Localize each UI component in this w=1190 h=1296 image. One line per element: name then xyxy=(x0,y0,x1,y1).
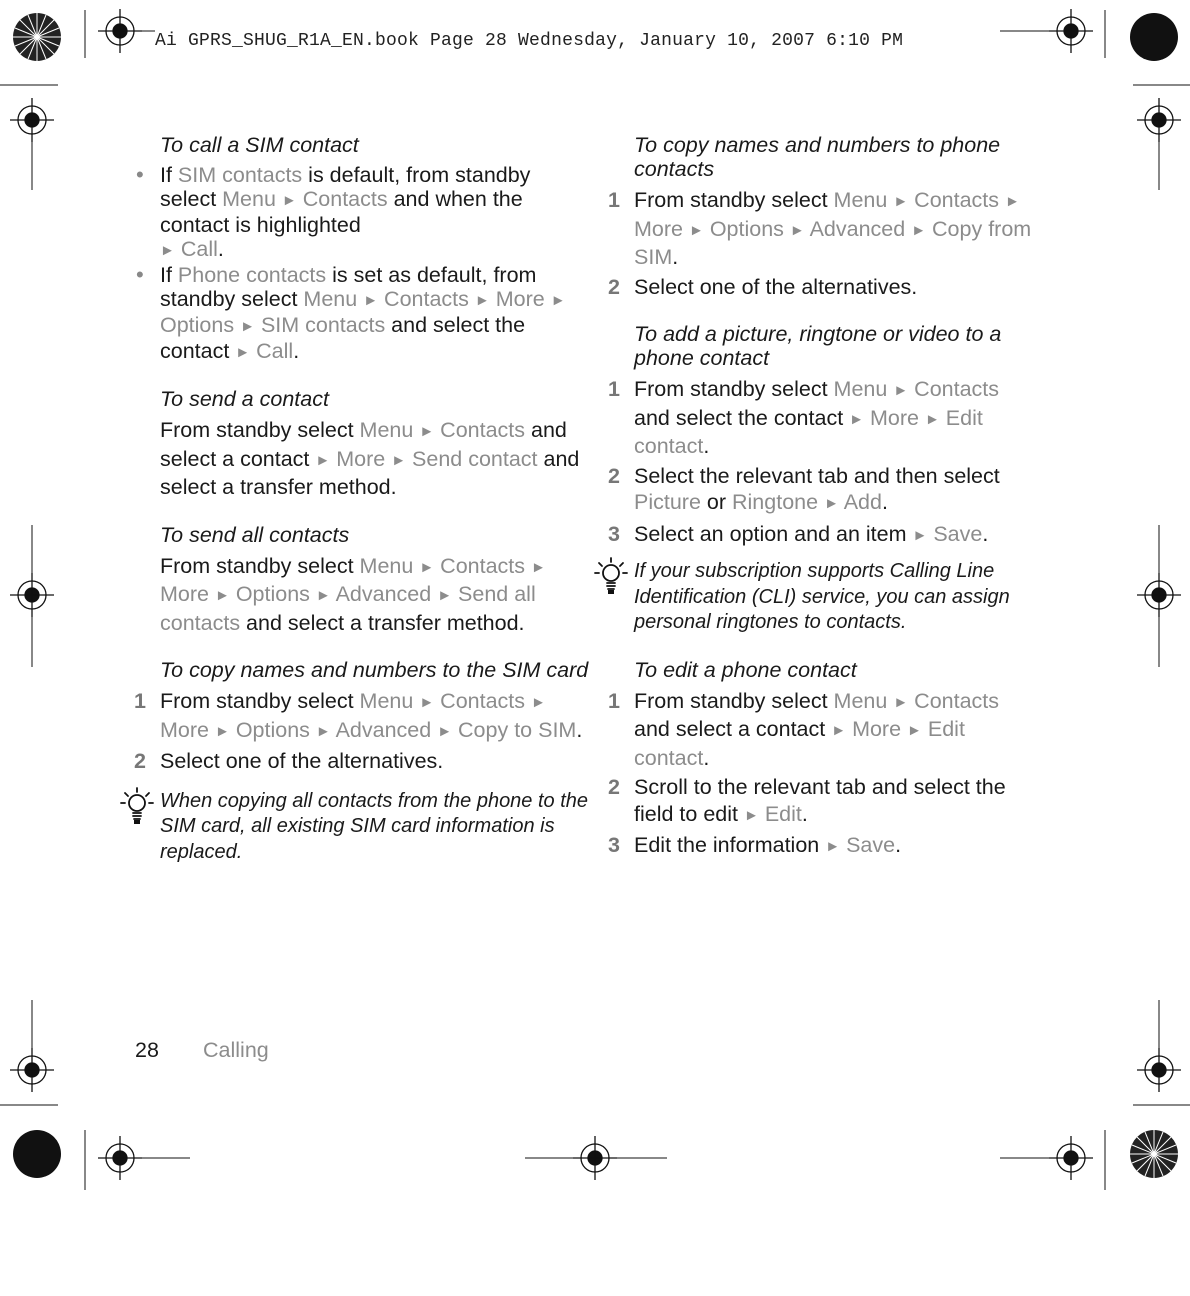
menu-item-advanced: Advanced xyxy=(335,717,432,742)
step-item: 3 Select an option and an item ► Save. xyxy=(608,521,989,546)
arrow-icon: ► xyxy=(924,410,940,428)
arrow-icon: ► xyxy=(419,558,435,576)
left-column xyxy=(134,133,590,887)
starburst-mark-top-left xyxy=(13,13,61,61)
menu-item-menu: Menu xyxy=(359,418,414,442)
menu-item-more: More xyxy=(160,717,209,742)
print-header: Ai GPRS_SHUG_R1A_EN.book Page 28 Wednesday, January 10, 2007 6:10 PM xyxy=(155,31,904,51)
menu-item-edit-contact: Edit contact xyxy=(634,717,965,770)
menu-item-call: Call xyxy=(180,237,218,261)
menu-item-options: Options xyxy=(709,216,784,241)
starburst-mark-bottom-right xyxy=(1130,1130,1178,1178)
arrow-icon: ► xyxy=(743,806,759,824)
section-heading: To send a contact xyxy=(160,387,329,411)
menu-item-contacts: Contacts xyxy=(914,188,1000,212)
menu-item-send-contact: Send contact xyxy=(412,446,538,471)
section-copy-to-sim xyxy=(134,658,590,865)
step-number: 2 xyxy=(608,274,620,299)
lightbulb-icon xyxy=(120,787,154,825)
arrow-icon: ► xyxy=(419,423,435,440)
step-item: 1 From standby select Menu ► Contacts and select a contact ► More ► Edit contact. xyxy=(608,688,1000,770)
crosshair-bottom-2 xyxy=(573,1136,617,1180)
menu-item-picture: Picture xyxy=(634,490,701,514)
menu-item-advanced: Advanced xyxy=(335,582,432,606)
menu-item-menu: Menu xyxy=(359,553,414,578)
arrow-icon: ► xyxy=(531,694,546,711)
menu-item-menu: Menu xyxy=(833,377,888,401)
arrow-icon: ► xyxy=(315,451,331,469)
step-item: 2 Scroll to the relevant tab and select the field to edit ► Edit. xyxy=(608,775,1006,826)
arrow-icon: ► xyxy=(437,587,453,604)
bullet-item: • If Phone contacts is set as default, from standby select Menu ► Contacts ► More ► Options ► SIM contacts and select the contact ► Call. xyxy=(136,262,566,363)
crosshair-right-1 xyxy=(1137,98,1181,142)
crosshair-bottom-3 xyxy=(1049,1136,1093,1180)
arrow-icon: ► xyxy=(789,221,805,239)
section-heading: To copy names and numbers to the SIM card xyxy=(160,658,589,682)
menu-item-menu: Menu xyxy=(359,689,414,713)
solid-mark-bottom-left xyxy=(13,1130,61,1178)
crosshair-bottom-1 xyxy=(98,1136,142,1180)
section-send-all-contacts xyxy=(160,523,590,637)
menu-item-sim-contacts: SIM contacts xyxy=(260,313,386,337)
menu-item-options: Options xyxy=(235,582,310,606)
section-heading: To copy names and numbers to phone contacts xyxy=(634,133,1001,181)
arrow-icon: ► xyxy=(160,242,175,259)
arrow-icon: ► xyxy=(391,451,407,469)
menu-item-save: Save xyxy=(846,833,896,857)
crosshair-left-2 xyxy=(10,573,54,617)
menu-item-more: More xyxy=(495,287,545,311)
step-item: 2 Select one of the alternatives. xyxy=(608,274,918,299)
arrow-icon: ► xyxy=(235,344,251,361)
step-number: 1 xyxy=(608,377,620,401)
menu-item-edit-contact: Edit contact xyxy=(634,405,983,458)
bullet-dot-icon: • xyxy=(136,262,144,287)
arrow-icon: ► xyxy=(531,558,546,576)
arrow-icon: ► xyxy=(825,838,841,855)
arrow-icon: ► xyxy=(688,221,704,239)
section-heading: To send all contacts xyxy=(160,522,350,547)
arrow-icon: ► xyxy=(849,410,864,428)
page-number: 28 xyxy=(135,1038,159,1062)
step-item: 1 From standby select Menu ► Contacts ► More ► Options ► Advanced ► Copy to SIM. xyxy=(134,689,583,742)
menu-item-send-all-contacts: Send all contacts xyxy=(160,582,536,635)
crosshair-top-2 xyxy=(1049,9,1093,53)
arrow-icon: ► xyxy=(214,587,230,604)
section-heading: To edit a phone contact xyxy=(634,657,857,682)
menu-item-edit: Edit xyxy=(764,801,802,826)
step-number: 2 xyxy=(134,749,146,773)
menu-item-contacts: Contacts xyxy=(440,553,526,578)
menu-item-save: Save xyxy=(933,521,983,546)
menu-item-copy-from-sim: Copy from SIM xyxy=(634,216,1032,269)
arrow-icon: ► xyxy=(893,693,909,711)
arrow-icon: ► xyxy=(1005,193,1020,210)
menu-item-copy-to-sim: Copy to SIM xyxy=(458,717,577,742)
step-item: 2 Select the relevant tab and then select Picture or Ringtone ► Add. xyxy=(608,463,1000,514)
step-number: 2 xyxy=(608,463,620,488)
step-number: 1 xyxy=(134,689,146,713)
footer-section-title: Calling xyxy=(203,1038,269,1062)
arrow-icon: ► xyxy=(240,318,255,335)
step-number: 3 xyxy=(608,521,620,546)
lightbulb-icon xyxy=(594,557,628,595)
menu-item-more: More xyxy=(336,446,386,471)
menu-item-ringtone: Ringtone xyxy=(732,490,819,514)
section-heading: To add a picture, ringtone or video to a phone contact xyxy=(634,322,1002,370)
section-copy-to-phone xyxy=(608,133,1039,300)
step-number: 1 xyxy=(608,688,620,713)
menu-item-contacts: Contacts xyxy=(914,688,1000,713)
arrow-icon: ► xyxy=(315,587,331,604)
step-number: 3 xyxy=(608,833,620,857)
arrow-icon: ► xyxy=(893,382,909,399)
menu-item-options: Options xyxy=(235,717,310,742)
paragraph: From standby select Menu ► Contacts ► More ► Options ► Advanced ► Send all contacts and select a transfer method. xyxy=(160,553,546,635)
arrow-icon: ► xyxy=(315,722,331,740)
right-column xyxy=(608,133,1039,883)
bullet-dot-icon: • xyxy=(136,162,144,187)
arrow-icon: ► xyxy=(437,722,453,740)
section-send-contact xyxy=(160,387,590,501)
arrow-icon: ► xyxy=(363,292,379,309)
arrow-icon: ► xyxy=(831,722,847,739)
section-add-picture-ringtone xyxy=(608,322,1039,636)
menu-item-sim-contacts: SIM contacts xyxy=(177,163,303,187)
menu-item-add: Add xyxy=(843,490,882,514)
arrow-icon: ► xyxy=(281,192,297,209)
step-number: 2 xyxy=(608,775,620,799)
menu-item-contacts: Contacts xyxy=(914,377,1000,401)
crosshair-left-3 xyxy=(10,1048,54,1092)
tip-note: If your subscription supports Calling Line Identification (CLI) service, you can assign personal ringtones to contacts. xyxy=(634,559,1039,636)
solid-mark-top-right xyxy=(1130,13,1178,61)
menu-item-advanced: Advanced xyxy=(809,216,906,241)
crosshair-top-1 xyxy=(98,9,142,53)
step-item: 2 Select one of the alternatives. xyxy=(134,749,444,773)
menu-item-options: Options xyxy=(160,313,235,337)
crosshair-right-2 xyxy=(1137,573,1181,617)
arrow-icon: ► xyxy=(911,221,927,239)
arrow-icon: ► xyxy=(824,495,839,512)
step-item: 1 From standby select Menu ► Contacts ► More ► Options ► Advanced ► Copy from SIM. xyxy=(608,188,1032,269)
menu-item-menu: Menu xyxy=(222,187,276,211)
menu-item-contacts: Contacts xyxy=(440,418,526,442)
section-heading: To call a SIM contact xyxy=(160,133,359,157)
section-call-sim-contact xyxy=(136,133,590,365)
step-item: 1 From standby select Menu ► Contacts and select the contact ► More ► Edit contact. xyxy=(608,377,1000,458)
paragraph: From standby select Menu ► Contacts and select a contact ► More ► Send contact and select a transfer method. xyxy=(160,418,580,499)
menu-item-menu: Menu xyxy=(833,688,888,713)
step-item: 3 Edit the information ► Save. xyxy=(608,833,902,857)
arrow-icon: ► xyxy=(907,722,922,739)
crosshair-right-3 xyxy=(1137,1048,1181,1092)
arrow-icon: ► xyxy=(550,292,566,309)
menu-item-contacts: Contacts xyxy=(384,287,469,311)
arrow-icon: ► xyxy=(474,292,490,309)
crosshair-left-1 xyxy=(10,98,54,142)
menu-item-menu: Menu xyxy=(303,287,358,311)
arrow-icon: ► xyxy=(214,722,230,740)
arrow-icon: ► xyxy=(893,193,909,210)
menu-item-contacts: Contacts xyxy=(302,187,388,211)
arrow-icon: ► xyxy=(419,694,435,711)
menu-item-call: Call xyxy=(256,339,294,363)
section-edit-phone-contact xyxy=(608,657,1039,861)
menu-item-more: More xyxy=(852,717,902,741)
menu-item-more: More xyxy=(869,405,919,430)
bullet-item: • If SIM contacts is default, from standby select Menu ► Contacts and when the contact is highlighted ► Call. xyxy=(136,162,531,261)
menu-item-contacts: Contacts xyxy=(440,689,526,713)
menu-item-phone-contacts: Phone contacts xyxy=(177,263,327,287)
menu-item-more: More xyxy=(634,216,683,241)
tip-note: When copying all contacts from the phone to the SIM card, all existing SIM card information is replaced. xyxy=(160,789,590,866)
menu-item-menu: Menu xyxy=(833,188,888,212)
arrow-icon: ► xyxy=(912,526,928,544)
step-number: 1 xyxy=(608,188,620,212)
menu-item-more: More xyxy=(160,582,209,606)
